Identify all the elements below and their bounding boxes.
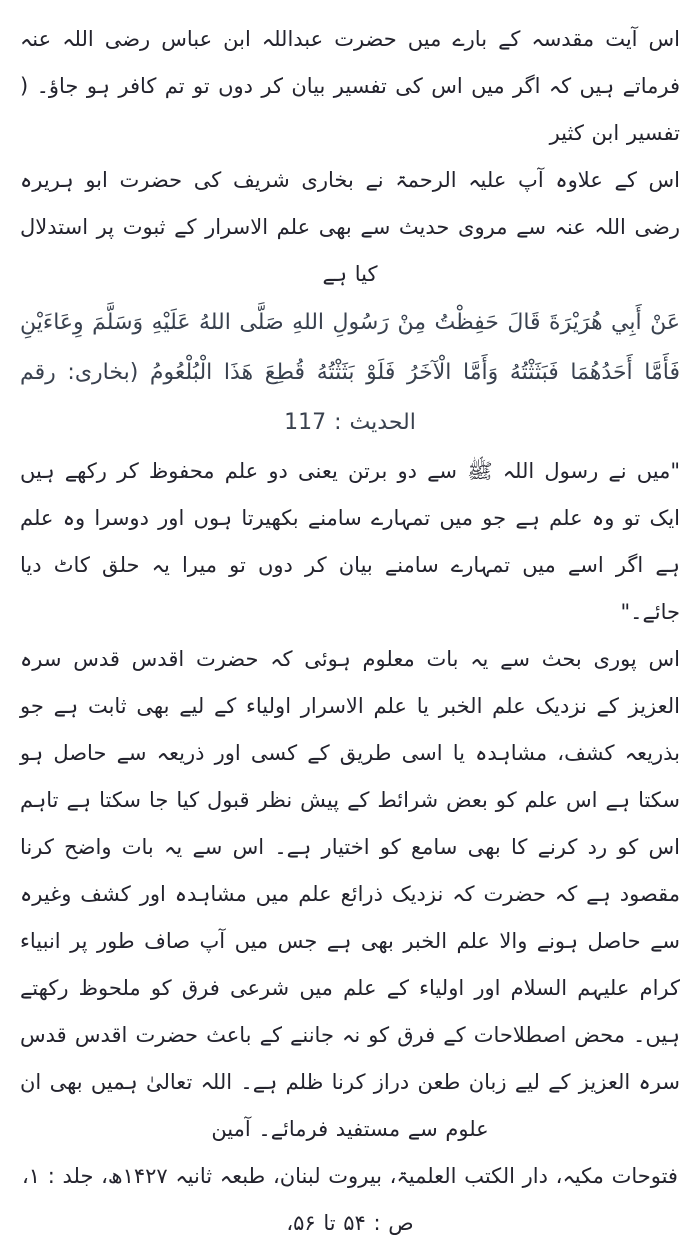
paragraph-bukhari-reference: اس کے علاوہ آپ علیہ الرحمۃ نے بخاری شریف کی حضرت ابو ہریرہ رضی اللہ عنہ سے مروی حدیث سے بھی علم الاسرار کے ثبوت پر استدلال کیا ہے xyxy=(20,168,680,286)
paragraph-discussion-conclusion: اس پوری بحث سے یہ بات معلوم ہوئی کہ حضرت اقدس قدس سرہ العزیز کے نزدیک علم الخبر یا علم الاسرار اولیاء کے لیے بھی ثابت ہے جو بذریعہ کشف، مشاہدہ یا اسی طریق کے کسی اور ذریعہ سے حاصل ہو سکتا ہے اس علم کو بعض شرائط کے پیش نظر قبول کیا جا سکتا ہے تاہم اس کو رد کرنے کا بھی سامع کو اختیار ہے۔ اس سے یہ بات واضح کرنا مقصود ہے کہ حضرت کہ نزدیک ذرائع علم میں مشاہدہ اور کشف وغیرہ سے حاصل ہونے والا علم الخبر بھی ہے جس میں آپ صاف طور پر انبیاء کرام علیہم السلام اور اولیاء کے علم میں شرعی فرق کو ملحوظ رکھتے ہیں۔ محض اصطلاحات کے فرق کو نہ جاننے کے باعث حضرت اقدس قدس سرہ العزیز کے لیے زبان طعن دراز کرنا ظلم ہے۔ اللہ تعالیٰ ہمیں بھی ان علوم سے مستفید فرمائے۔ آمین xyxy=(20,647,680,1141)
citation-line: فتوحات مکیہ، دار الکتب العلمیۃ، بیروت لبنان، طبعہ ثانیہ ۱۴۲۷ھ، جلد : ۱، ص : ۵۴ تا ۵۶، xyxy=(22,1164,678,1235)
paragraph-hadith-translation: "میں نے رسول اللہ ﷺ سے دو برتن یعنی دو علم محفوظ کر رکھے ہیں ایک تو وہ علم ہے جو میں تمہارے سامنے بکھیرتا ہوں اور دوسرا وہ علم ہے اگر اسے میں تمہارے سامنے بیان کر دوں تو میرا یہ حلق کاٹ دیا جائے۔" xyxy=(20,459,680,624)
paragraph-ibn-abbas-tafsir: اس آیت مقدسہ کے بارے میں حضرت عبداللہ ابن عباس رضی اللہ عنہ فرماتے ہیں کہ اگر میں اس کی تفسیر بیان کر دوں تو تم کافر ہو جاؤ۔ ( تفسیر ابن کثیر xyxy=(20,27,680,145)
hadith-arabic-text: عَنْ أَبِي هُرَيْرَةَ قَالَ حَفِظْتُ مِنْ رَسُولِ اللهِ صَلَّى اللهُ عَلَيْهِ وَسَلَّمَ وِعَاءَيْنِ فَأَمَّا أَحَدُهُمَا فَبَثَثْتُهُ وَأَمَّا الْآخَرُ فَلَوْ بَثَثْتُهُ قُطِعَ هَذَا الْبُلْعُومُ (بخاری: رقم الحدیث : 117 xyxy=(20,310,680,435)
